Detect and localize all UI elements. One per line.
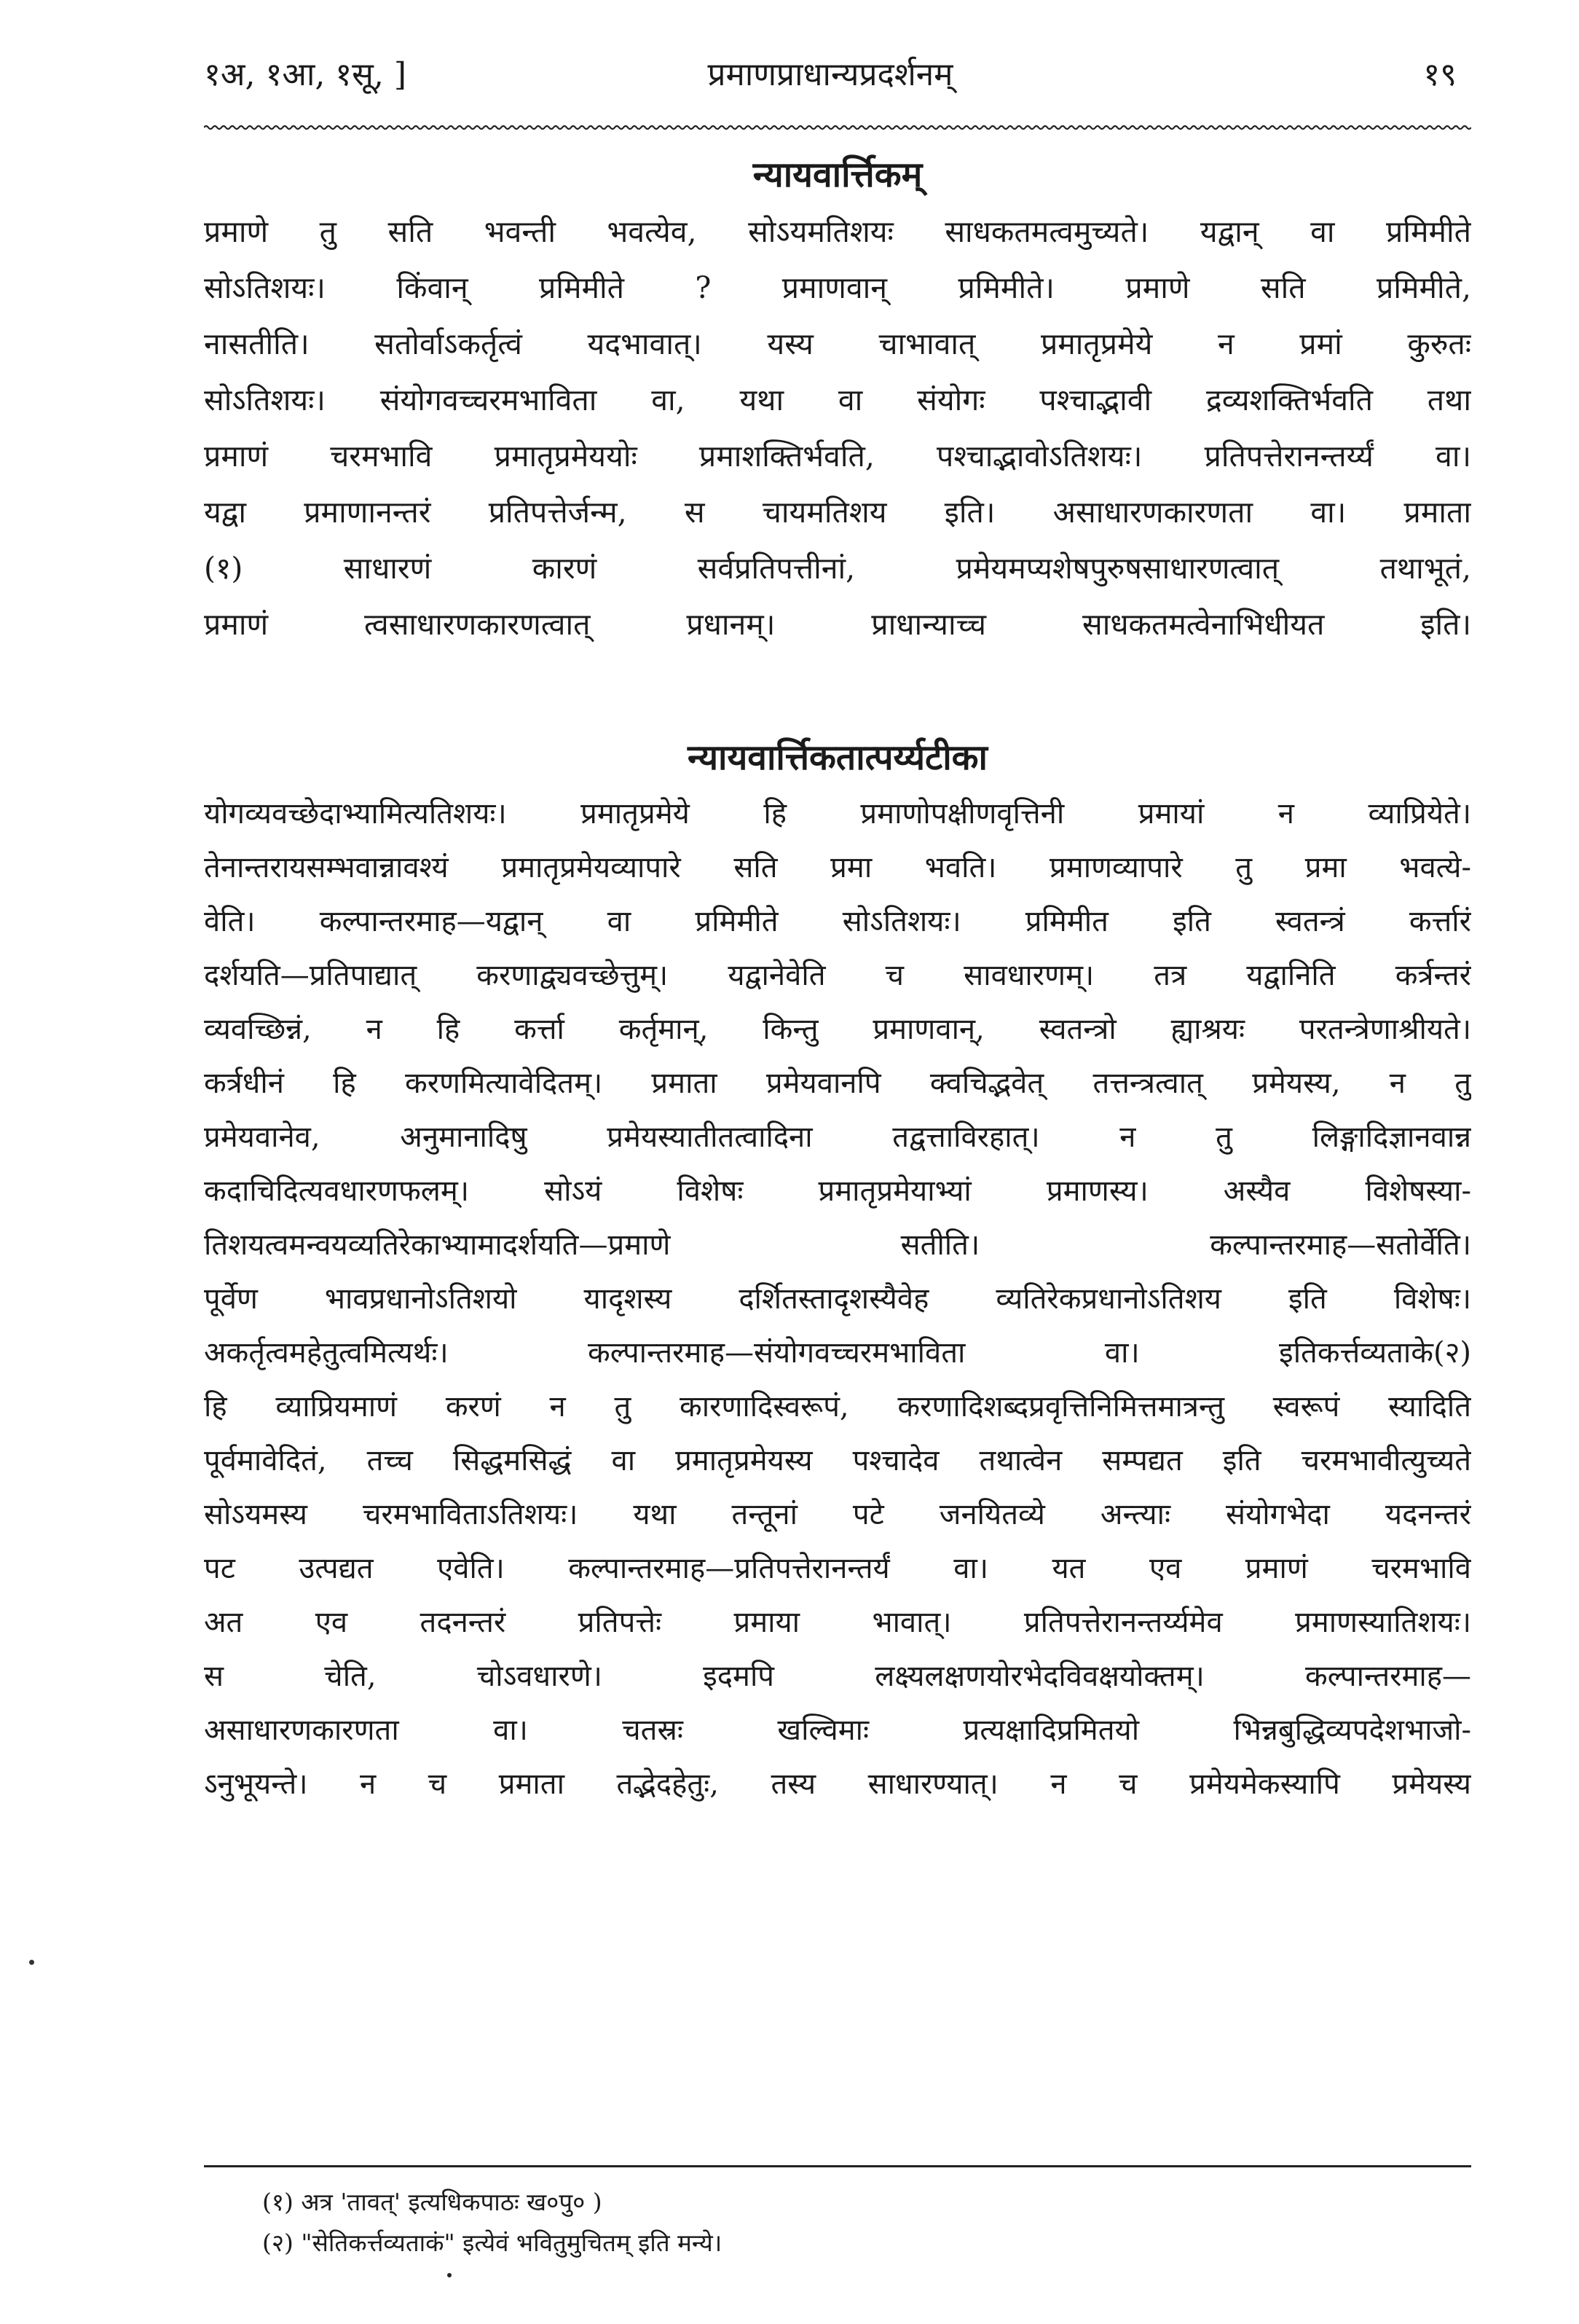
- text-line: हि व्याप्रियमाणं करणं न तु कारणादिस्वरूपं, करणादिशब्दप्रवृत्तिनिमित्तमात्रन्तु स्वरूपं स्यादिति: [204, 1390, 1471, 1424]
- text-line: योगव्यवच्छेदाभ्यामित्यतिशयः। प्रमातृप्रमेये हि प्रमाणोपक्षीणवृत्तिनी प्रमायां न व्याप्रियेते।: [204, 797, 1471, 831]
- text-line: व्यवच्छिन्नं, न हि कर्त्ता कर्तृमान्, किन्तु प्रमाणवान्, स्वतन्त्रो ह्याश्रयः परतन्त्रेणाश्रीयते।: [204, 1013, 1471, 1046]
- section-heading-nyayavartika: न्यायवार्त्तिकम्: [752, 154, 923, 195]
- footnote: (१) अत्र 'तावत्' इत्यधिकपाठः ख०पु० ): [262, 2188, 602, 2216]
- running-head-title: प्रमाणप्राधान्यप्रदर्शनम्: [707, 56, 953, 93]
- text-line: असाधारणकारणता वा। चतस्रः खल्विमाः प्रत्यक्षादिप्रमितयो भिन्नबुद्धिव्यपदेशभाजो-: [204, 1713, 1471, 1747]
- print-speck: [447, 2273, 452, 2277]
- text-line: यद्वा प्रमाणानन्तरं प्रतिपत्तेर्जन्म, स चायमतिशय इति। असाधारणकारणता वा। प्रमाता: [204, 495, 1471, 530]
- text-line: सोऽतिशयः। किंवान् प्रमिमीते ? प्रमाणवान् प्रमिमीते। प्रमाणे सति प्रमिमीते,: [204, 270, 1471, 305]
- text-line: स चेति, चोऽवधारणे। इदमपि लक्ष्यलक्षणयोरभेदविवक्षयोक्तम्। कल्पान्तरमाह—: [204, 1660, 1471, 1693]
- text-line: सोऽयमस्य चरमभाविताऽतिशयः। यथा तन्तूनां पटे जनयितव्ये अन्त्याः संयोगभेदा यदनन्तरं: [204, 1498, 1471, 1531]
- margin-speck: [29, 1960, 34, 1965]
- text-line: प्रमेयवानेव, अनुमानादिषु प्रमेयस्यातीतत्वादिना तद्वत्ताविरहात्। न तु लिङ्गादिज्ञानवान्न: [204, 1120, 1471, 1154]
- nyayavartika-text: [204, 204, 1471, 653]
- page-number: १९: [1423, 56, 1457, 93]
- running-head: [204, 44, 1457, 102]
- text-line: पूर्वेण भावप्रधानोऽतिशयो यादृशस्य दर्शितस्तादृशस्यैवेह व्यतिरेकप्रधानोऽतिशय इति विशेषः।: [204, 1282, 1471, 1316]
- text-line: प्रमाणे तु सति भवन्ती भवत्येव, सोऽयमतिशयः साधकतमत्वमुच्यते। यद्वान् वा प्रमिमीते: [204, 214, 1471, 249]
- footnotes: [262, 2182, 1428, 2264]
- wavy-divider: [204, 122, 1471, 133]
- text-line: ऽनुभूयन्ते। न च प्रमाता तद्भेदहेतुः, तस्य साधारण्यात्। न च प्रमेयमेकस्यापि प्रमेयस्य: [204, 1767, 1471, 1801]
- footnote: (२) "सेतिकर्त्तव्यताकं" इत्येवं भवितुमुचितम् इति मन्ये।: [262, 2229, 722, 2257]
- text-line: अत एव तदनन्तरं प्रतिपत्तेः प्रमाया भावात्। प्रतिपत्तेरानन्तर्य्यमेव प्रमाणस्यातिशयः।: [204, 1606, 1471, 1639]
- text-line: कदाचिदित्यवधारणफलम्। सोऽयं विशेषः प्रमातृप्रमेयाभ्यां प्रमाणस्य। अस्यैव विशेषस्या-: [204, 1174, 1471, 1208]
- text-line: दर्शयति—प्रतिपाद्यात् करणाद्व्यवच्छेत्तुम्। यद्वानेवेति च सावधारणम्। तत्र यद्वानिति कर्त्रन्तरं: [204, 959, 1471, 992]
- text-line: अकर्तृत्वमहेतुत्वमित्यर्थः। कल्पान्तरमाह—संयोगवच्चरमभाविता वा। इतिकर्त्तव्यताके(२): [204, 1336, 1471, 1370]
- running-head-reference: १अ, १आ, १सू, ]: [204, 56, 407, 93]
- section-heading-tatparyatika: न्यायवार्त्तिकतात्पर्य्यटीका: [688, 737, 988, 778]
- text-line: वेति। कल्पान्तरमाह—यद्वान् वा प्रमिमीते सोऽतिशयः। प्रमिमीत इति स्वतन्त्रं कर्त्तारं: [204, 905, 1471, 938]
- text-line: तेनान्तरायसम्भवान्नावश्यं प्रमातृप्रमेयव्यापारे सति प्रमा भवति। प्रमाणव्यापारे तु प्रमा भवत्ये-: [204, 851, 1471, 884]
- text-line: तिशयत्वमन्वयव्यतिरेकाभ्यामादर्शयति—प्रमाणे सतीति। कल्पान्तरमाह—सतोर्वेति।: [204, 1228, 1471, 1262]
- footnote-divider: [204, 2165, 1471, 2167]
- text-line: कर्त्रधीनं हि करणमित्यावेदितम्। प्रमाता प्रमेयवानपि क्वचिद्भवेत् तत्तन्त्रत्वात् प्रमेयस्य, न तु: [204, 1067, 1471, 1100]
- text-line: प्रमाणं त्वसाधारणकारणत्वात् प्रधानम्। प्राधान्याच्च साधकतमत्वेनाभिधीयत इति।: [204, 607, 1471, 642]
- text-line: पट उत्पद्यत एवेति। कल्पान्तरमाह—प्रतिपत्तेरानन्तर्यं वा। यत एव प्रमाणं चरमभावि: [204, 1552, 1471, 1585]
- text-line: प्रमाणं चरमभावि प्रमातृप्रमेययोः प्रमाशक्तिर्भवति, पश्चाद्भावोऽतिशयः। प्रतिपत्तेरानन्तर्य्यं वा।: [204, 439, 1471, 474]
- text-line: नासतीति। सतोर्वाऽकर्तृत्वं यदभावात्। यस्य चाभावात् प्रमातृप्रमेये न प्रमां कुरुतः: [204, 326, 1471, 361]
- text-line: सोऽतिशयः। संयोगवच्चरमभाविता वा, यथा वा संयोगः पश्चाद्भावी द्रव्यशक्तिर्भवति तथा: [204, 382, 1471, 417]
- text-line: पूर्वमावेदितं, तच्च सिद्धमसिद्धं वा प्रमातृप्रमेयस्य पश्चादेव तथात्वेन सम्पद्यत इति चरमभावीत्युच्यते: [204, 1444, 1471, 1477]
- tatparyatika-text: [204, 787, 1471, 1811]
- text-line: (१) साधारणं कारणं सर्वप्रतिपत्तीनां, प्रमेयमप्यशेषपुरुषसाधारणत्वात् तथाभूतं,: [204, 551, 1471, 586]
